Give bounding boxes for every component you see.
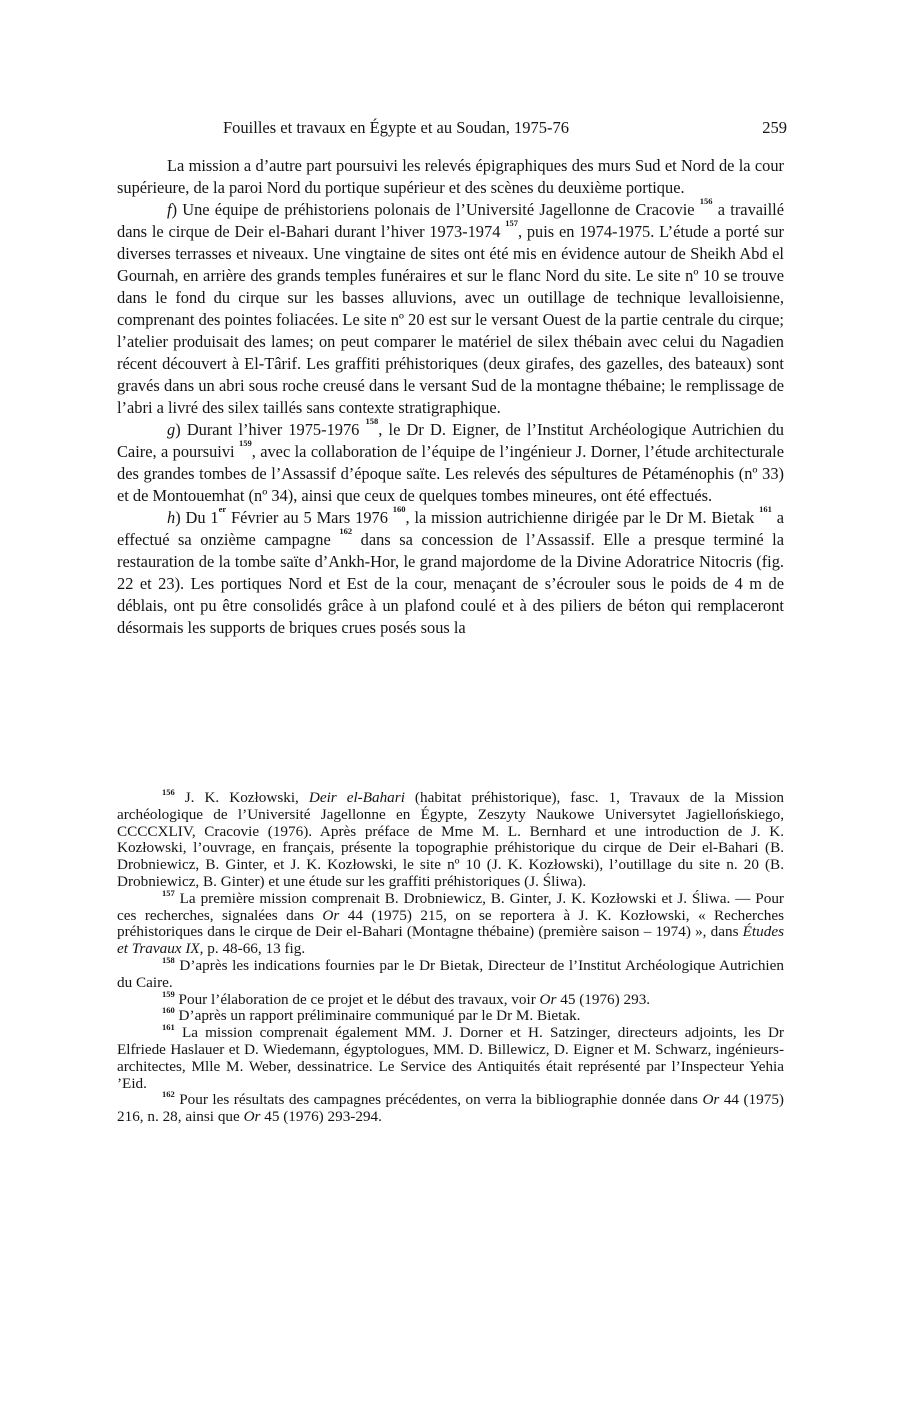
page-number: 259: [762, 118, 787, 137]
running-title: Fouilles et travaux en Égypte et au Soudan, 1975-76: [223, 118, 569, 137]
body-paragraph: [117, 504, 785, 639]
text-run: , la mission autrichienne dirigée par le Dr M. Bietak: [405, 508, 760, 527]
italic-text: Études et Travaux IX: [117, 923, 784, 958]
text-run: D’après les indications fournies par le Dr Bietak, Directeur de l’Institut Archéologique Autrichien du Caire.: [117, 956, 784, 991]
footnote-marker: 161: [162, 1022, 175, 1033]
text-run: 45 (1976) 293-294.: [260, 1108, 382, 1126]
footnote-marker: 158: [365, 416, 379, 426]
footnote: [117, 1022, 784, 1092]
text-run: ) Du 1: [175, 508, 219, 527]
footnote-marker: 159: [238, 438, 252, 448]
italic-text: Or: [702, 1091, 720, 1109]
text-run: Février au 5 Mars 1976: [226, 508, 393, 527]
text-run: J. K. Kozłowski,: [174, 789, 309, 806]
text-run: , puis en 1974-1975. L’étude a porté sur diverses terrasses et niveaux. Une vingtaine de sites ont été mis en évidence autour de Sheikh Abd el Gournah, en arrière des grands temples funéraires et sur le flanc Nord du site. Le site nº 10 se trouve dans le fond du cirque sur les basses alluvions, avec un outillage de technique levalloisienne, comprenant des pointes foliacées. Le site nº 20 est sur le versant Ouest de la partie centrale du cirque; l’atelier produisait des lames; on peut comparer le matériel de silex thébain avec celui du Nagadien récent découvert à El-Târif. Les graffiti préhistoriques (deux girafes, des gazelles, des bateaux) sont gravés dans un abri sous roche creusé dans le versant Sud de la montagne thébaine; le remplissage de l’abri a livré des silex taillés sans contexte stratigraphique.: [117, 222, 784, 417]
text-run: a travaillé dans le cirque de Deir el-Bahari durant l’hiver 1973-1974: [117, 200, 784, 241]
footnote: [117, 1005, 784, 1025]
text-run: 44 (1975) 215, on se reportera à J. K. Kozłowski, « Recherches préhistoriques dans le cirque de Deir el-Bahari (Montagne thébaine) (première saison – 1974) », dans: [117, 906, 784, 941]
footnote: [117, 887, 784, 958]
body-paragraph: [117, 155, 784, 199]
text-run: , avec la collaboration de l’équipe de l’ingénieur J. Dorner, l’étude architecturale des grandes tombes de l’Assassif d’époque saïte. Les relevés des sépultures de Pétaménophis (nº 33) et de Montouemhat (nº 34), ainsi que ceux de quelques tombes mineures, ont été effectués.: [117, 442, 784, 505]
italic-text: Or: [243, 1108, 261, 1126]
body-paragraph: [117, 416, 784, 507]
italic-text: f: [167, 200, 172, 219]
footnote: [117, 1089, 784, 1126]
italic-text: Or: [322, 906, 340, 924]
footnote: [117, 954, 784, 992]
footnote-marker: 157: [162, 887, 175, 898]
footnote-marker: 157: [505, 218, 518, 228]
text-run: ) Une équipe de préhistoriens polonais de l’Université Jagellonne de Cracovie: [171, 200, 700, 219]
text-run: a effectué sa onzième campagne: [117, 508, 784, 549]
text-run: Pour les résultats des campagnes précédentes, on verra la bibliographie donnée dans: [174, 1091, 703, 1109]
text-run: La première mission comprenait B. Drobniewicz, B. Ginter, J. K. Kozłowski et J. Śliwa. — Pour ces recherches, signalées dans: [117, 889, 784, 924]
text-run: La mission a d’autre part poursuivi les relevés épigraphiques des murs Sud et Nord de la cour supérieure, de la paroi Nord du portique supérieur et des scènes du deuxième portique.: [117, 156, 784, 197]
text-run: ) Durant l’hiver 1975-1976: [175, 420, 366, 439]
footnotes: [117, 787, 785, 1126]
footnote-marker: 158: [162, 954, 175, 965]
footnote-marker: 162: [339, 526, 353, 536]
main-text: [117, 155, 784, 639]
footnote-marker: 156: [699, 196, 713, 206]
text-run: D’après un rapport préliminaire communiqué par le Dr M. Bietak.: [174, 1007, 581, 1025]
footnote: [117, 988, 784, 1009]
text-run: (habitat préhistorique), fasc. 1, Travaux de la Mission archéologique de l’Université Jagellonne en Égypte, Zeszyty Naukowe Universytet Jagiellońskiego, CCCCXLIV, Cracovie (1976). Après préface de Mme M. L. Bernhard et une introduction de J. K. Kozłowski, l’ouvrage, en français, présente la topographie préhistorique du cirque de Deir el-Bahari (B. Drobniewicz, B. Ginter, et J. K. Kozłowski, le site nº 10 (J. K. Kozłowski), l’outillage du site n. 20 (B. Drobniewicz, B. Ginter) et une étude sur les graffiti préhistoriques (J. Śliwa).: [117, 789, 785, 890]
page-header: [165, 118, 787, 140]
text-run: 45 (1976) 293.: [556, 990, 651, 1008]
footnote-marker: 162: [162, 1089, 175, 1100]
footnote-marker: 159: [162, 988, 175, 999]
text-run: , le Dr D. Eigner, de l’Institut Archéologique Autrichien du Caire, a poursuivi: [117, 420, 784, 461]
footnote: [117, 787, 785, 891]
footnote-marker: 161: [759, 504, 772, 514]
text-run: La mission comprenait également MM. J. Dorner et H. Satzinger, directeurs adjoints, les Dr Elfriede Haslauer et D. Wiedemann, égyptologues, MM. D. Billewicz, D. Eigner et M. Schwarz, ingénieurs-architectes, Mlle M. Weber, dessinatrice. Le Service des Antiquités était représenté par l’Inspecteur Yehia ’Eid.: [117, 1024, 784, 1092]
text-run: , p. 48-66, 13 fig.: [199, 940, 306, 958]
footnote-marker: 160: [162, 1005, 175, 1016]
footnote-marker: er: [218, 504, 227, 514]
text-run: dans sa concession de l’Assassif. Elle a presque terminé la restauration de la tombe saïte d’Ankh-Hor, le grand majordome de la Divine Adoratrice Nitocris (fig. 22 et 23). Les portiques Nord et Est de la cour, menaçant de s’écrouler sous le poids de 4 m de déblais, ont pu être consolidés grâce à un plafond coulé et à des piliers de béton qui remplaceront désormais les supports de briques crues posés sous la: [117, 530, 785, 637]
text-run: Pour l’élaboration de ce projet et le début des travaux, voir: [174, 990, 540, 1008]
italic-text: Or: [539, 990, 557, 1008]
footnote-marker: 156: [162, 787, 175, 797]
italic-text: Deir el-Bahari: [308, 789, 405, 806]
footnote-marker: 160: [392, 504, 406, 514]
italic-text: g: [167, 420, 176, 439]
italic-text: h: [167, 508, 176, 527]
text-run: 44 (1975) 216, n. 28, ainsi que: [117, 1091, 784, 1126]
body-paragraph: [117, 196, 784, 419]
